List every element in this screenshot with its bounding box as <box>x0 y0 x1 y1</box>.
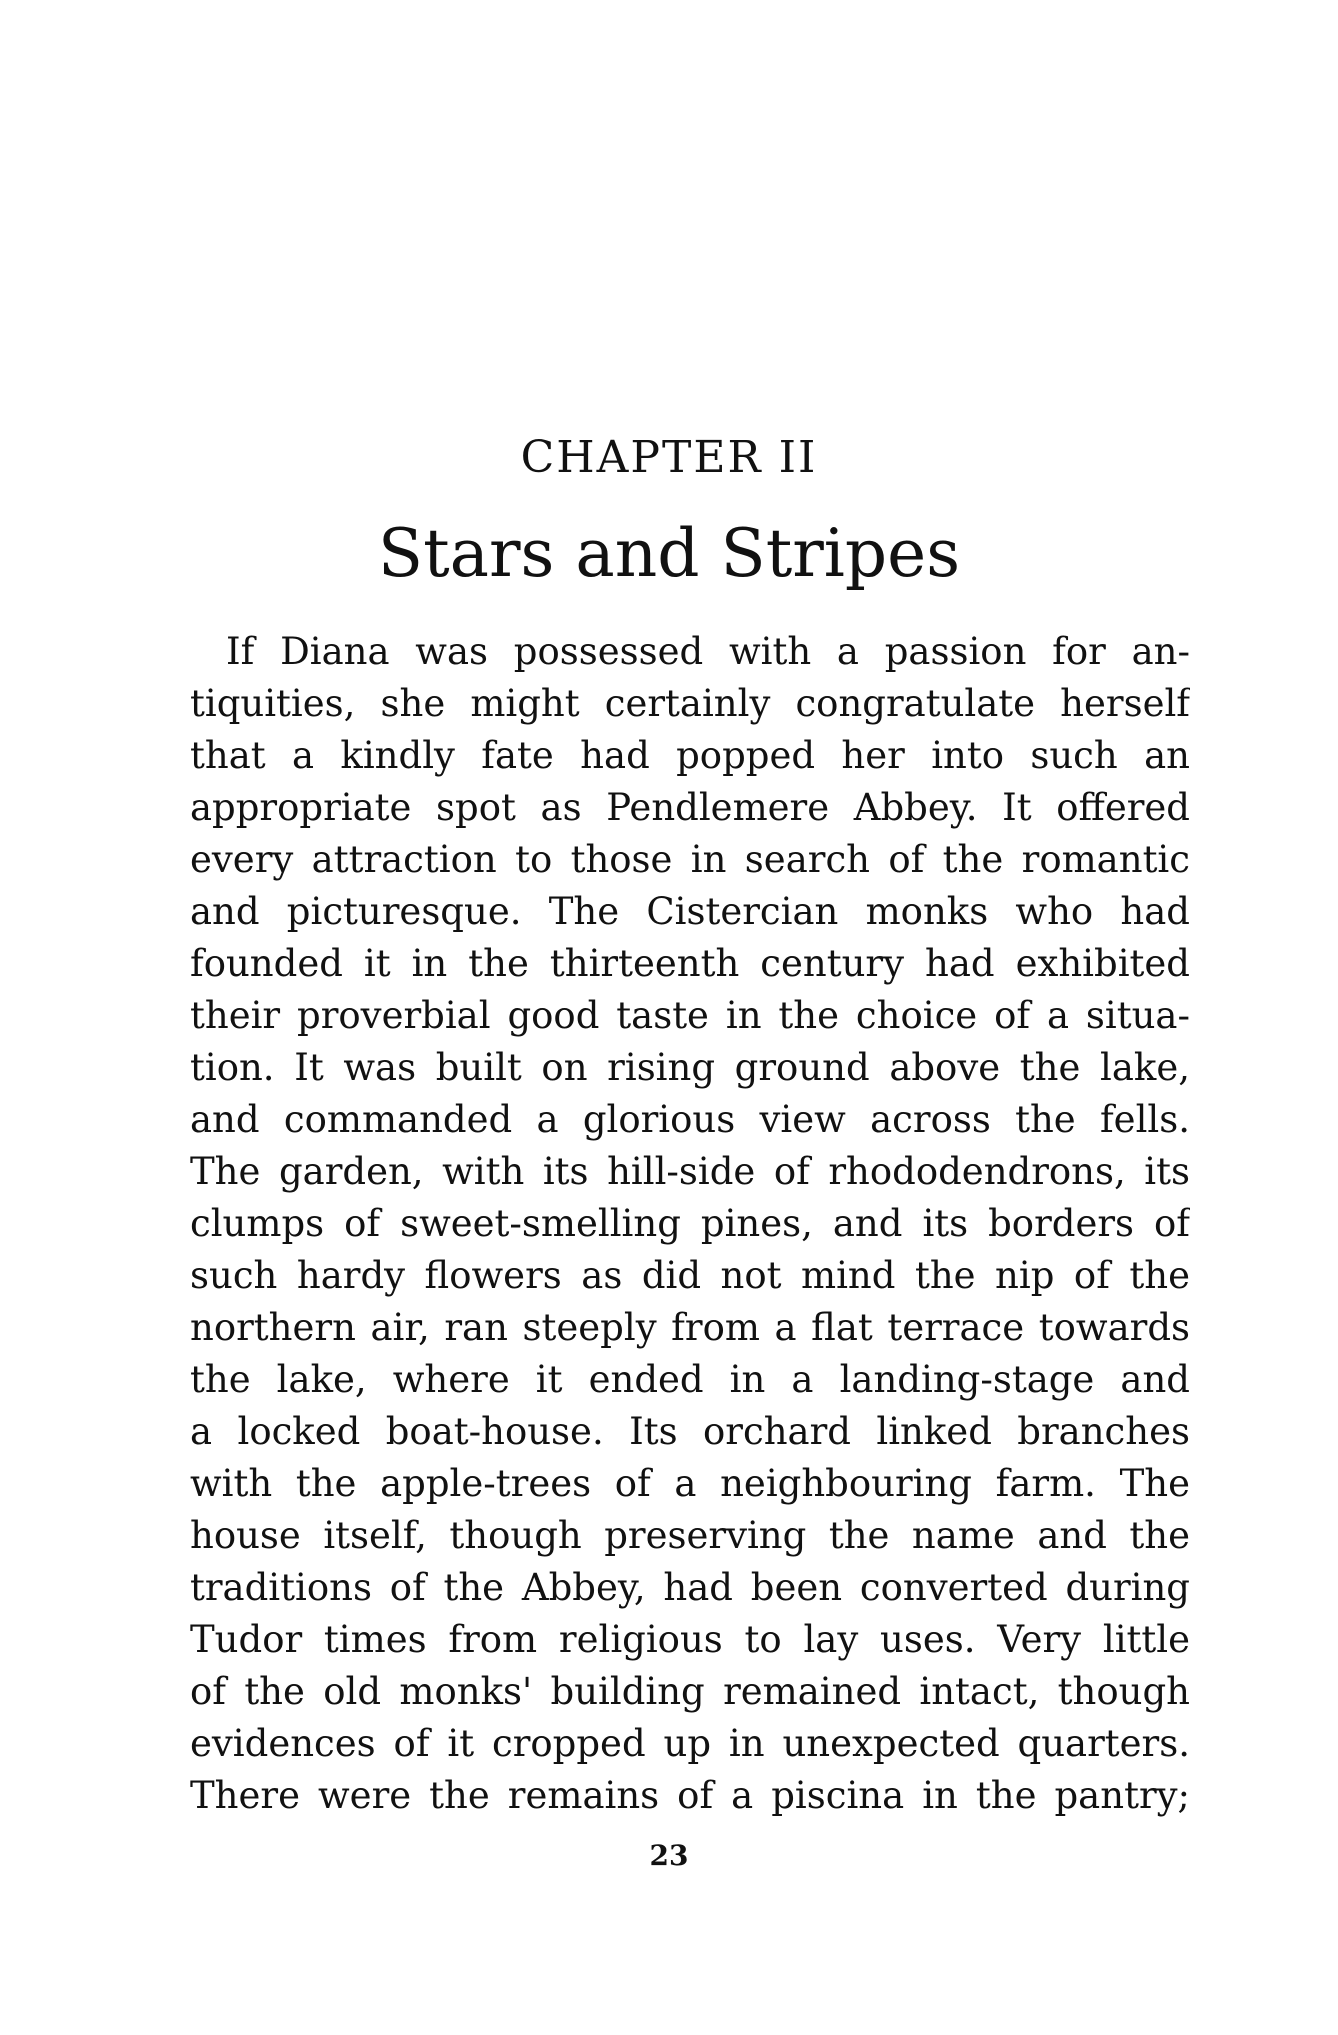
text-line: and commanded a glorious view across the fells. <box>190 1098 1190 1141</box>
text-line: their proverbial good taste in the choice of a situa- <box>190 994 1190 1037</box>
text-line: of the old monks' building remained intact, though <box>190 1670 1190 1713</box>
text-line: traditions of the Abbey, had been converted during <box>190 1566 1190 1609</box>
text-line: clumps of sweet-smelling pines, and its borders of <box>190 1202 1190 1245</box>
text-line: The garden, with its hill-side of rhododendrons, its <box>190 1150 1190 1193</box>
text-line: every attraction to those in search of the romantic <box>190 838 1190 881</box>
page-number: 23 <box>649 1839 689 1872</box>
chapter-title: Stars and Stripes <box>377 515 961 592</box>
text-line: tiquities, she might certainly congratulate herself <box>190 682 1190 725</box>
text-line: Tudor times from religious to lay uses. Very little <box>190 1618 1190 1661</box>
text-line: and picturesque. The Cistercian monks who had <box>190 890 1190 933</box>
text-line: a locked boat-house. Its orchard linked branches <box>190 1410 1190 1453</box>
text-line: house itself, though preserving the name and the <box>190 1514 1190 1557</box>
body-paragraph <box>190 626 1190 1822</box>
text-line: such hardy flowers as did not mind the nip of the <box>190 1254 1190 1297</box>
text-line: founded it in the thirteenth century had exhibited <box>190 942 1190 985</box>
text-line: If Diana was possessed with a passion for an- <box>226 630 1190 673</box>
text-line: northern air, ran steeply from a flat terrace towards <box>190 1306 1190 1349</box>
text-line: There were the remains of a piscina in the pantry; <box>190 1774 1190 1817</box>
chapter-label: CHAPTER II <box>520 432 818 483</box>
text-line: tion. It was built on rising ground above the lake, <box>190 1046 1190 1089</box>
text-line: the lake, where it ended in a landing-stage and <box>190 1358 1190 1401</box>
text-line: that a kindly fate had popped her into such an <box>190 734 1190 777</box>
text-line: with the apple-trees of a neighbouring farm. The <box>190 1462 1190 1505</box>
text-line: evidences of it cropped up in unexpected quarters. <box>190 1722 1190 1765</box>
text-line: appropriate spot as Pendlemere Abbey. It offered <box>190 786 1190 829</box>
